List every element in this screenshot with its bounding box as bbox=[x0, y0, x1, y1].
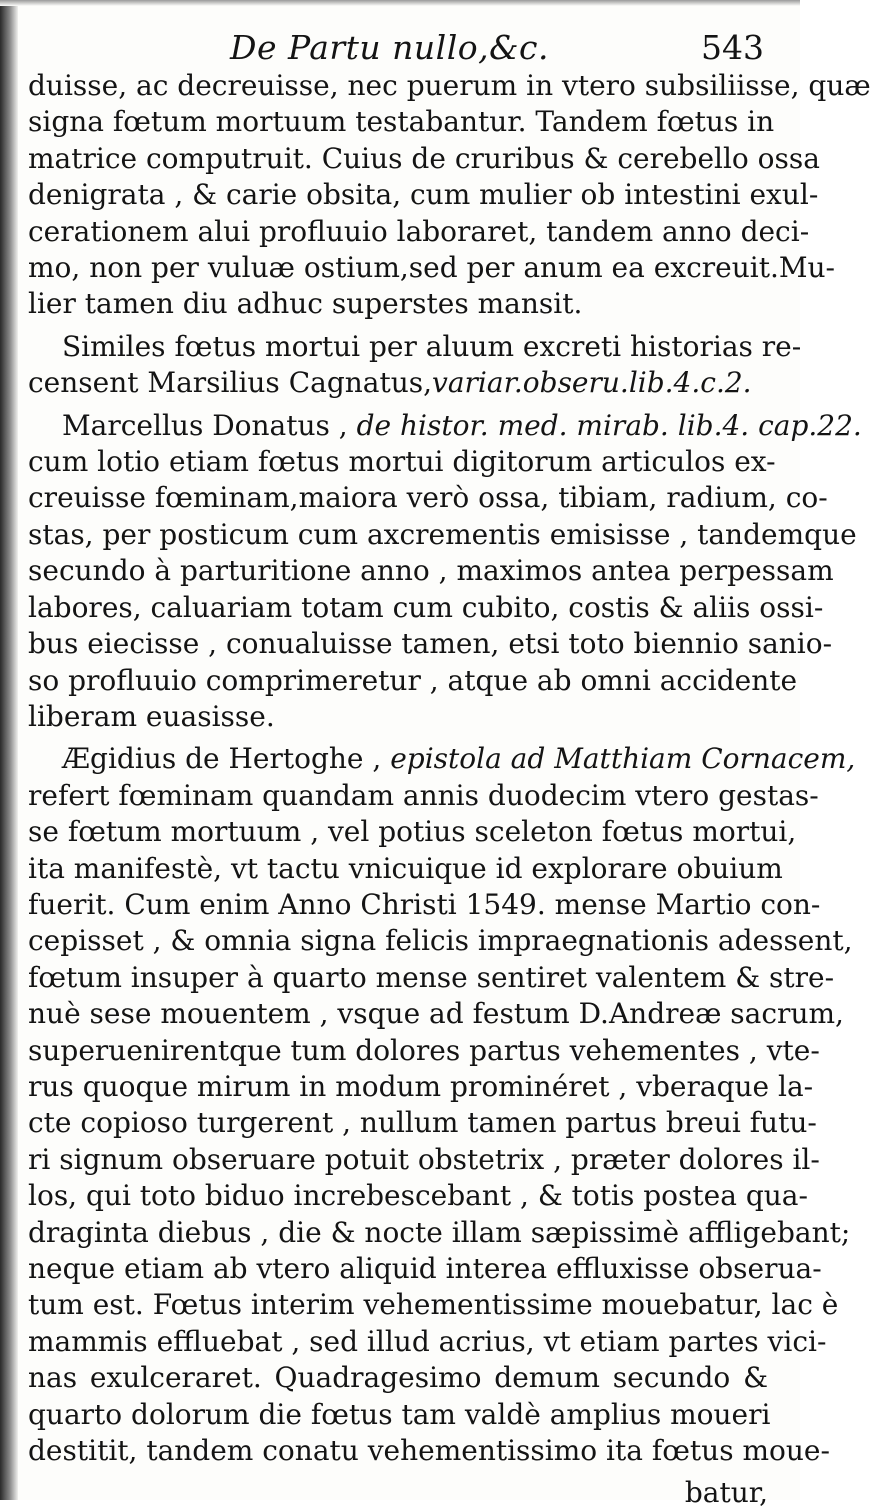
line-text: labores, caluariam totam cum cubito, costis & aliis ossi- bbox=[28, 590, 824, 624]
text-line bbox=[28, 626, 833, 662]
citation-italic: de histor. med. mirab. lib.4. cap.22. bbox=[356, 408, 862, 442]
line-text: mo, non per vuluæ ostium,sed per anum ea excreuit.Mu- bbox=[28, 251, 836, 285]
line-text: fœtum insuper à quarto mense sentiret valentem & stre- bbox=[28, 960, 835, 994]
text-line bbox=[28, 1178, 808, 1214]
line-text: quarto dolorum die fœtus tam valdè amplius moueri bbox=[28, 1397, 771, 1431]
text-line bbox=[28, 480, 828, 516]
text-line bbox=[28, 517, 857, 553]
text-line bbox=[28, 553, 834, 589]
text-line bbox=[28, 1433, 830, 1469]
text-line bbox=[28, 699, 768, 735]
text-line bbox=[28, 741, 856, 777]
text-line bbox=[28, 104, 775, 140]
line-text: se fœtum mortuum , vel potius sceleton fœtus mortui, bbox=[28, 815, 797, 849]
text-line bbox=[28, 814, 797, 850]
text-line bbox=[28, 286, 768, 322]
line-text: signa fœtum mortuum testabantur. Tandem fœtus in bbox=[28, 105, 775, 139]
line-text: duisse, ac decreuisse, nec puerum in vtero subsiliisse, quæ bbox=[28, 69, 871, 102]
line-text: Ægidius de Hertoghe , bbox=[62, 742, 391, 776]
line-text: liberam euasisse. bbox=[28, 699, 275, 733]
line-text: lier tamen diu adhuc superstes mansit. bbox=[28, 287, 583, 321]
line-text: cum lotio etiam fœtus mortui digitorum articulos ex- bbox=[28, 445, 776, 479]
paragraph bbox=[28, 741, 856, 1469]
line-text: creuisse fœminam,maiora verò ossa, tibiam, radium, co- bbox=[28, 481, 828, 515]
text-line bbox=[28, 329, 802, 365]
text-line bbox=[28, 1251, 822, 1287]
text-line bbox=[28, 408, 862, 444]
line-text: Marcellus Donatus , bbox=[62, 408, 357, 442]
line-text: stas, per posticum cum axcrementis emisisse , tandemque bbox=[28, 517, 857, 551]
text-line bbox=[28, 960, 835, 996]
line-text: nuè sese mouentem , vsque ad festum D.Andreæ sacrum, bbox=[28, 997, 844, 1031]
line-text: secundo à parturitione anno , maximos antea perpessam bbox=[28, 554, 834, 588]
line-text: cerationem alui profluuio laboraret, tandem anno deci- bbox=[28, 214, 810, 248]
text-line bbox=[28, 1397, 771, 1433]
line-text: draginta diebus , die & nocte illam sæpissimè affligebant; bbox=[28, 1215, 851, 1249]
text-line bbox=[28, 68, 871, 104]
line-text: matrice computruit. Cuius de cruribus & cerebello ossa bbox=[28, 141, 820, 175]
text-line bbox=[28, 663, 798, 699]
line-text: cepisset , & omnia signa felicis impraegnationis adessent, bbox=[28, 924, 853, 958]
text-line bbox=[28, 851, 783, 887]
line-text: destitit, tandem conatu vehementissimo ita fœtus moue- bbox=[28, 1434, 830, 1468]
text-line bbox=[28, 778, 819, 814]
paragraph bbox=[28, 68, 871, 323]
page-number: 543 bbox=[701, 28, 764, 67]
text-line bbox=[28, 1287, 839, 1323]
text-line bbox=[28, 1142, 820, 1178]
text-line bbox=[28, 1324, 827, 1360]
line-text: mammis effluebat , sed illud acrius, vt etiam partes vici- bbox=[28, 1324, 827, 1358]
line-text: rus quoque mirum in modum prominéret , vberaque la- bbox=[28, 1069, 814, 1103]
text-line bbox=[28, 887, 821, 923]
text-line bbox=[28, 996, 844, 1032]
line-text: bus eiecisse , conualuisse tamen, etsi toto biennio sanio- bbox=[28, 627, 833, 661]
line-text: superuenirentque tum dolores partus vehementes , vte- bbox=[28, 1033, 820, 1067]
text-line bbox=[28, 141, 820, 177]
line-text: ri signum obseruare potuit obstetrix , præter dolores il- bbox=[28, 1142, 820, 1176]
line-text: nas exulceraret. Quadragesimo demum secundo & bbox=[28, 1361, 768, 1395]
body-text bbox=[28, 68, 871, 1512]
line-text: ita manifestè, vt tactu vnicuique id explorare obuium bbox=[28, 851, 783, 885]
running-head: De Partu nullo,&c. bbox=[230, 28, 549, 67]
text-line bbox=[28, 1105, 817, 1141]
line-text: so profluuio comprimeretur , atque ab omni accidente bbox=[28, 663, 798, 697]
page-header bbox=[30, 26, 770, 74]
catchword: batur, bbox=[684, 1476, 768, 1510]
line-text: los, qui toto biduo increbescebant , & totis postea qua- bbox=[28, 1179, 808, 1213]
paragraph bbox=[28, 408, 862, 736]
text-line bbox=[28, 250, 836, 286]
text-line bbox=[28, 1033, 820, 1069]
text-line bbox=[28, 590, 824, 626]
line-text: cte copioso turgerent , nullum tamen partus breui futu- bbox=[28, 1106, 817, 1140]
paragraph bbox=[28, 329, 802, 402]
citation-italic: epistola ad Matthiam Cornacem, bbox=[390, 742, 856, 776]
text-line bbox=[28, 923, 853, 959]
text-line bbox=[28, 177, 819, 213]
line-text: neque etiam ab vtero aliquid interea effluxisse obserua- bbox=[28, 1252, 822, 1285]
text-line bbox=[28, 1360, 768, 1396]
line-text: denigrata , & carie obsita, cum mulier ob intestini exul- bbox=[28, 178, 819, 212]
text-line bbox=[28, 365, 768, 401]
citation-italic: variar.obseru.lib.4.c.2. bbox=[432, 366, 752, 400]
text-line bbox=[28, 214, 810, 250]
line-text: fuerit. Cum enim Anno Christi 1549. mense Martio con- bbox=[28, 887, 821, 921]
line-text: Similes fœtus mortui per aluum excreti historias re- bbox=[62, 329, 802, 363]
page-top-edge bbox=[0, 0, 800, 6]
text-line bbox=[28, 1215, 851, 1251]
line-text: censent Marsilius Cagnatus, bbox=[28, 366, 433, 400]
binding-gutter-shadow bbox=[0, 0, 18, 1500]
text-line bbox=[28, 444, 776, 480]
line-text: refert fœminam quandam annis duodecim vtero gestas- bbox=[28, 778, 819, 812]
line-text: tum est. Fœtus interim vehementissime mouebatur, lac è bbox=[28, 1288, 839, 1322]
text-line bbox=[28, 1069, 814, 1105]
